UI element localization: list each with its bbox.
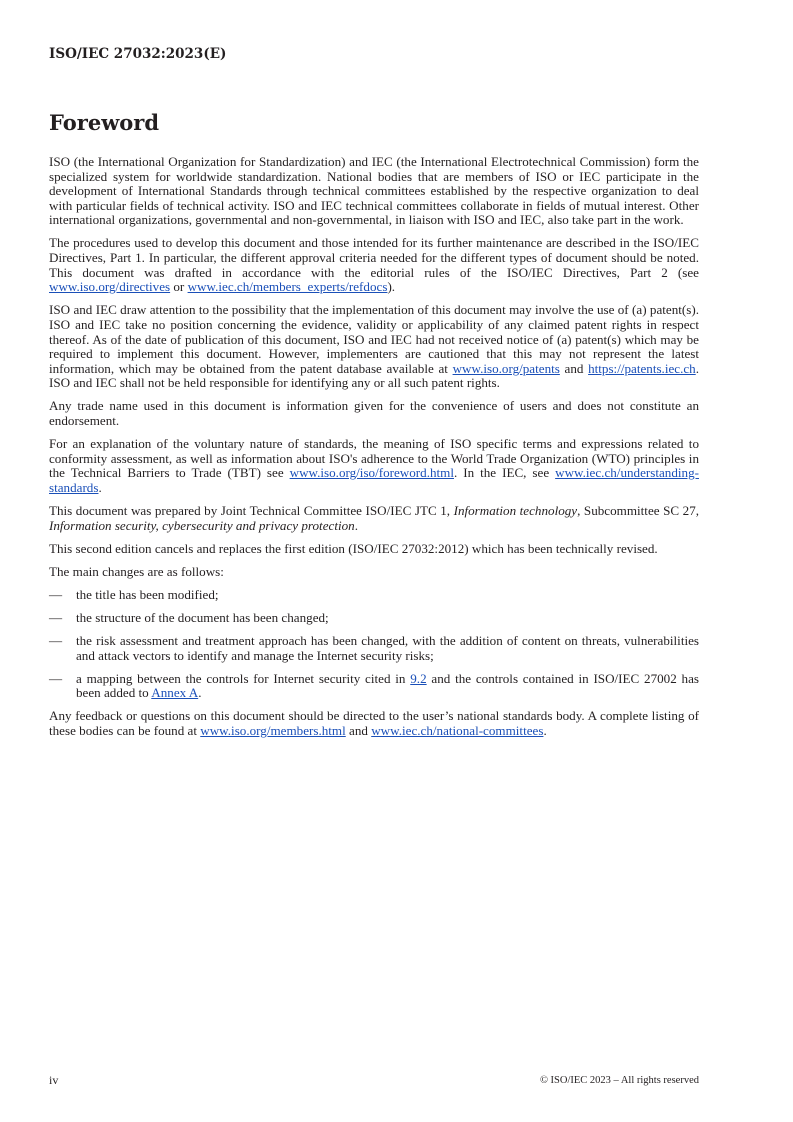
page-number: iv: [49, 1073, 59, 1087]
link-iec-understanding-standards[interactable]: www.iec.ch/understanding-standards: [49, 465, 699, 495]
link-clause-9-2[interactable]: 9.2: [410, 670, 427, 686]
paragraph-iso-iec-intro: ISO (the International Organization for Standardization) and IEC (the International Electrotechnical Commission) form the specialized system for worldwide standardization. National bodies that are members of ISO or IEC participate in the development of International Standards through technical committees established by the respective organization to deal with particular fields of technical activity. ISO and IEC technical committees collaborate in fields of mutual interest. Other international organizations, governmental and non-governmental, in liaison with ISO and IEC, also take part in the work.: [49, 154, 699, 228]
paragraph-feedback: Any feedback or questions on this document should be directed to the user’s national standards body. A complete listing of these bodies can be found at www.iso.org/members.html and www.iec.ch/national-committees.: [49, 708, 699, 738]
list-item: — the structure of the document has been changed;: [49, 609, 329, 625]
changes-list: [49, 588, 699, 701]
dash-bullet: —: [49, 586, 63, 602]
paragraph-patents: ISO and IEC draw attention to the possibility that the implementation of this document may involve the use of (a) patent(s). ISO and IEC take no position concerning the evidence, validity or applicability of any claimed patent rights in respect thereof. As of the date of publication of this document, ISO and IEC had not received notice of (a) patent(s) which may be required to implement this document. However, implementers are cautioned that this may not represent the latest information, which may be obtained from the patent database available at www.iso.org/patents and https://patents.iec.ch. ISO and IEC shall not be held responsible for identifying any or all such patent rights.: [49, 302, 700, 391]
paragraph-main-changes: The main changes are as follows:: [49, 563, 224, 579]
paragraph-second-edition: This second edition cancels and replaces the first edition (ISO/IEC 27032:2012) which has been technically revised.: [49, 540, 658, 556]
paragraph-procedures: The procedures used to develop this document and those intended for its further maintenance are described in the ISO/IEC Directives, Part 1. In particular, the different approval criteria needed for the different types of document should be noted. This document was drafted in accordance with the editorial rules of the ISO/IEC Directives, Part 2 (see www.iso.org/directives or www.iec.ch/members_experts/refdocs).: [49, 235, 699, 295]
link-iso-members[interactable]: www.iso.org/members.html: [200, 723, 346, 738]
dash-bullet: —: [49, 609, 63, 625]
link-iec-patents[interactable]: https://patents.iec.ch: [588, 360, 696, 376]
document-id-header: ISO/IEC 27032:2023(E): [49, 46, 227, 62]
dash-bullet: —: [49, 633, 63, 649]
list-item: — the title has been modified;: [49, 586, 219, 602]
link-iso-foreword[interactable]: www.iso.org/iso/foreword.html: [289, 465, 454, 481]
link-annex-a[interactable]: Annex A: [151, 685, 199, 701]
list-item: — a mapping between the controls for Internet security cited in 9.2 and the controls contained in ISO/IEC 27002 has been added to Annex A.: [49, 670, 700, 701]
link-iso-directives[interactable]: www.iso.org/directives: [49, 279, 171, 295]
link-iec-refdocs[interactable]: www.iec.ch/members_experts/refdocs: [187, 279, 388, 295]
link-iec-national-committees[interactable]: www.iec.ch/national-committees: [371, 723, 544, 738]
dash-bullet: —: [49, 670, 63, 686]
link-iso-patents[interactable]: www.iso.org/patents: [452, 360, 560, 376]
paragraph-voluntary-nature: For an explanation of the voluntary nature of standards, the meaning of ISO specific terms and expressions related to conformity assessment, as well as information about ISO's adherence to the World Trade Organization (WTO) principles in the Technical Barriers to Trade (TBT) see www.iso.org/iso/foreword.html. In the IEC, see www.iec.ch/understanding-standards.: [49, 436, 699, 495]
page-title: Foreword: [49, 110, 160, 135]
list-item: — the risk assessment and treatment approach has been changed, with the addition of content on threats, vulnerabilities and attack vectors to identify and manage the Internet security risks;: [49, 633, 699, 663]
foreword-body: [49, 155, 699, 747]
copyright-notice: © ISO/IEC 2023 – All rights reserved: [539, 1075, 699, 1086]
paragraph-trade-name: Any trade name used in this document is information given for the convenience of users and does not constitute an endorsement.: [49, 398, 699, 428]
paragraph-prepared-by: This document was prepared by Joint Technical Committee ISO/IEC JTC 1, Information technology, Subcommittee SC 27, Information security, cybersecurity and privacy protection.: [49, 502, 700, 533]
